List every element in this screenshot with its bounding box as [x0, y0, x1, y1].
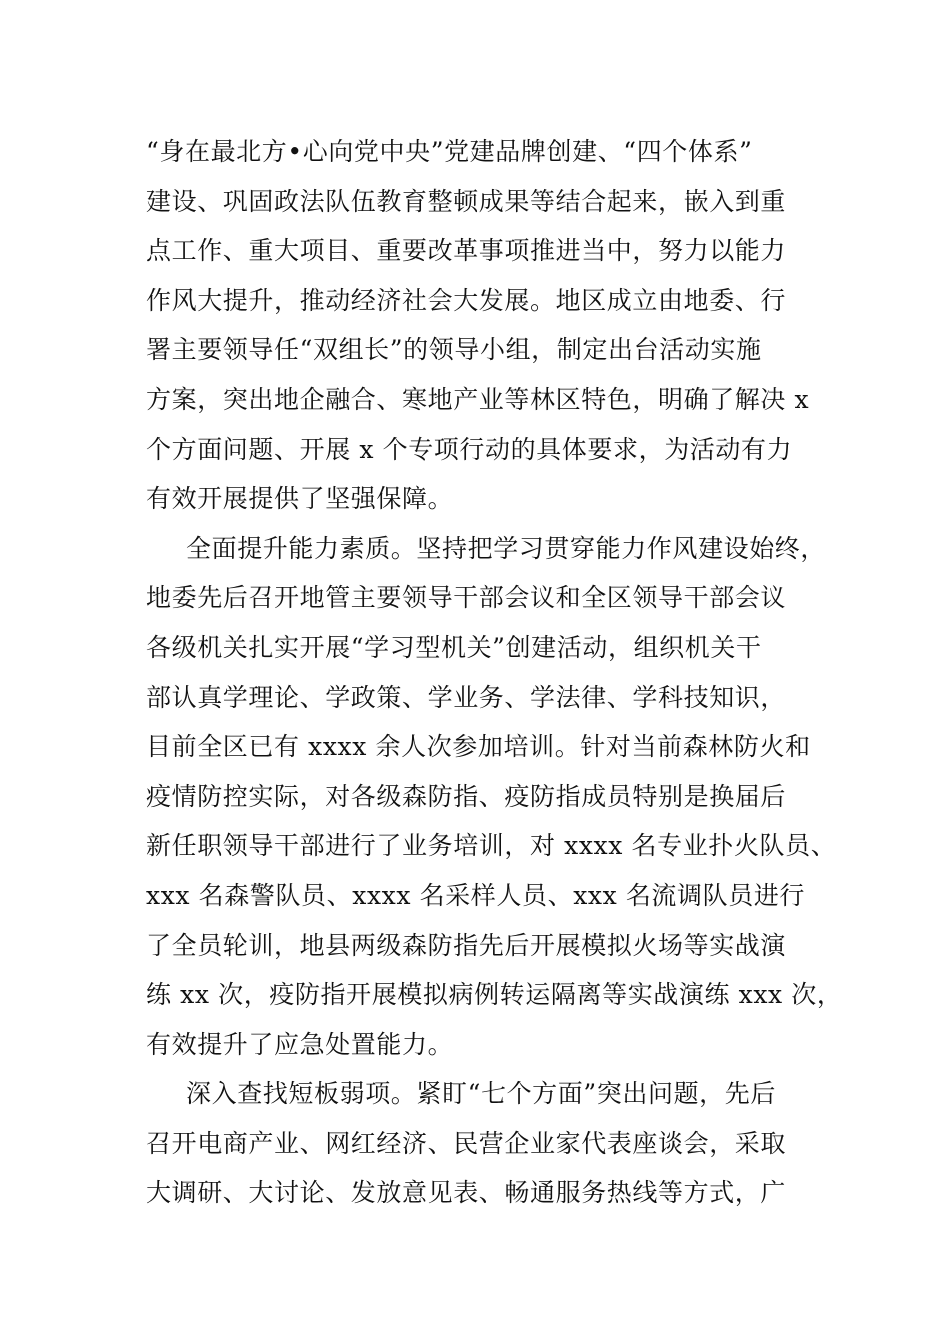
text-line-11: 各级机关扎实开展“学习型机关”创建活动，组织机关干 — [146, 632, 762, 662]
paragraph-heading-line-9: 全面提升能力素质。坚持把学习贯穿能力作风建设始终， — [186, 533, 827, 563]
text-line-14: 疫情防控实际，对各级森防指、疫防指成员特别是换届后 — [146, 781, 787, 811]
text-line-18: 练 xx 次，疫防指开展模拟病例转运隔离等实战演练 xxx 次， — [146, 980, 843, 1010]
text-line-19: 有效提升了应急处置能力。 — [146, 1029, 454, 1059]
text-line-4: 作风大提升，推动经济社会大发展。地区成立由地委、行 — [146, 285, 787, 315]
text-line-12: 部认真学理论、学政策、学业务、学法律、学科技知识， — [146, 682, 787, 712]
text-line-5: 署主要领导任“双组长”的领导小组，制定出台活动实施 — [146, 335, 762, 365]
text-line-6: 方案，突出地企融合、寒地产业等林区特色，明确了解决 x — [146, 384, 810, 414]
body-text — [146, 127, 843, 1218]
text-line-2: 建设、巩固政法队伍教育整顿成果等结合起来，嵌入到重 — [146, 186, 787, 216]
paragraph-heading-line-20: 深入查找短板弱项。紧盯“七个方面”突出问题，先后 — [186, 1079, 776, 1109]
text-line-13: 目前全区已有 xxxx 余人次参加培训。针对当前森林防火和 — [146, 732, 811, 762]
text-line-15: 新任职领导干部进行了业务培训，对 xxxx 名专业扑火队员、 — [146, 831, 837, 861]
text-line-22: 大调研、大讨论、发放意见表、畅通服务热线等方式，广 — [146, 1178, 787, 1208]
text-line-7: 个方面问题、开展 x 个专项行动的具体要求，为活动有力 — [146, 434, 793, 464]
text-line-16: xxx 名森警队员、xxxx 名采样人员、xxx 名流调队员进行 — [146, 880, 806, 910]
text-line-17: 了全员轮训，地县两级森防指先后开展模拟火场等实战演 — [146, 930, 787, 960]
text-line-3: 点工作、重大项目、重要改革事项推进当中，努力以能力 — [146, 236, 787, 266]
text-line-8: 有效开展提供了坚强保障。 — [146, 484, 454, 514]
text-line-10: 地委先后召开地管主要领导干部会议和全区领导干部会议 — [146, 583, 787, 613]
text-line-21: 召开电商产业、网红经济、民营企业家代表座谈会，采取 — [146, 1128, 787, 1158]
text-line-1: “身在最北方•心向党中央”党建品牌创建、“四个体系” — [146, 137, 753, 166]
